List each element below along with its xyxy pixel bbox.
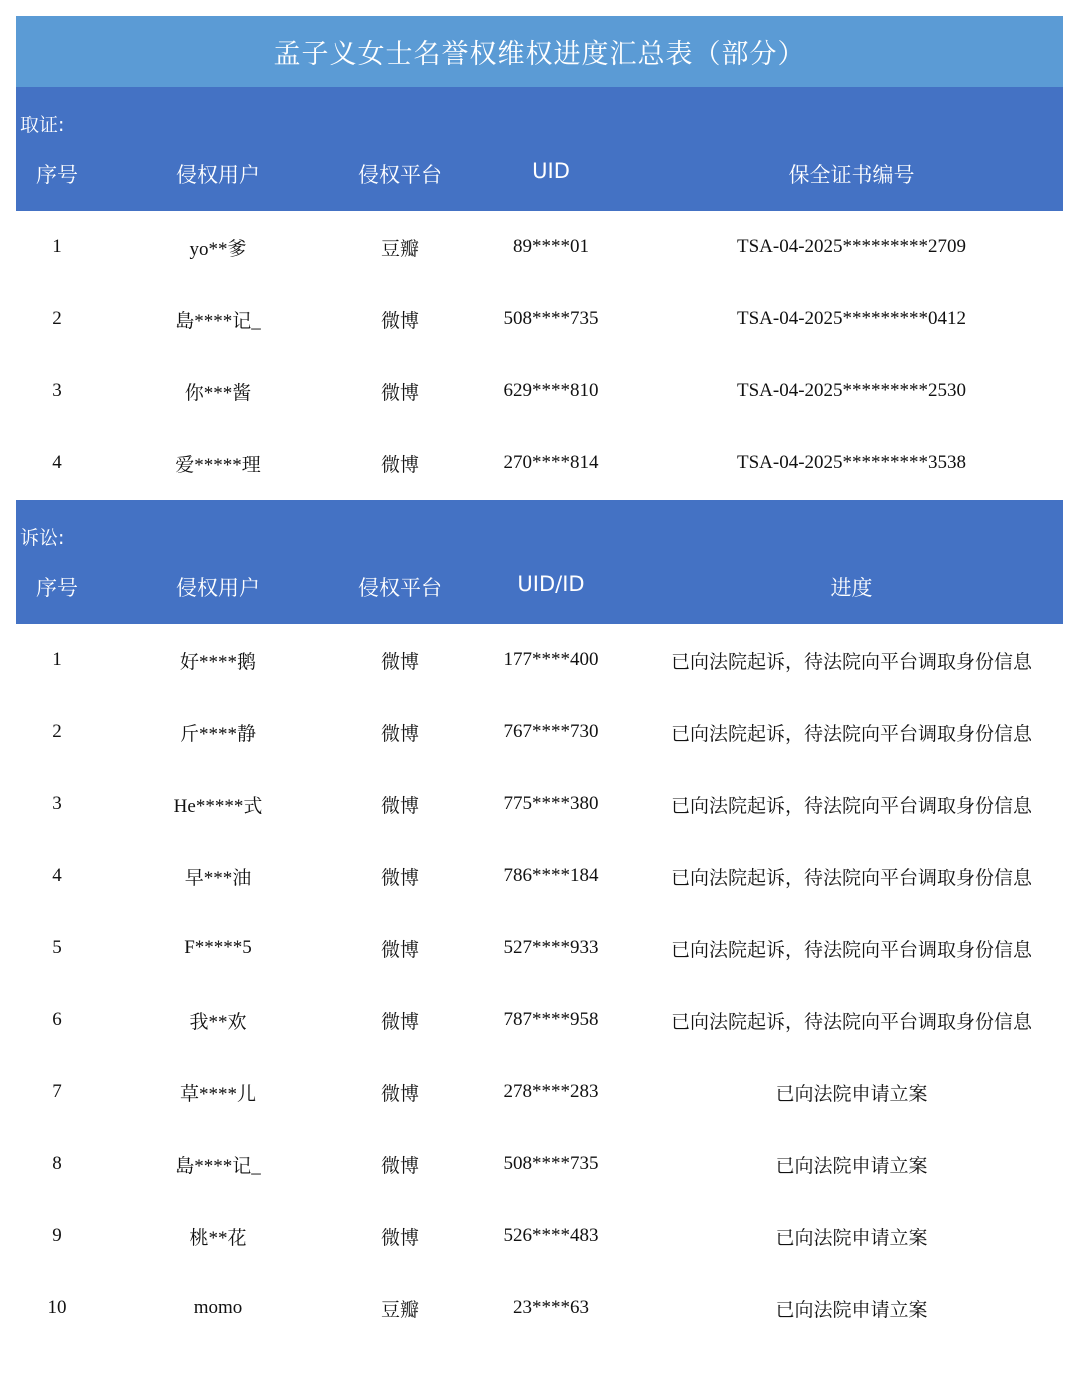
row-index: 1: [52, 649, 62, 670]
table-row: [16, 1056, 1063, 1128]
row-index: 4: [52, 865, 62, 886]
table-row: [16, 1200, 1063, 1272]
row-user: 你***酱: [184, 382, 252, 404]
column-header-user: 侵权用户: [176, 163, 260, 187]
row-platform: 微博: [380, 1154, 419, 1177]
row-platform: 豆瓣: [380, 1298, 419, 1321]
row-uid: 278****283: [503, 1081, 599, 1102]
row-uid: 89****01: [513, 236, 589, 257]
table-title: 孟子义女士名誉权维权进度汇总表（部分）: [16, 16, 1063, 87]
table-row: [16, 1128, 1063, 1200]
row-user: 爱*****理: [175, 454, 261, 476]
row-progress: 已向法院起诉，待法院向平台调取身份信息: [670, 938, 1032, 961]
row-index: 9: [52, 1225, 62, 1246]
table-row: [16, 912, 1063, 984]
row-index: 7: [52, 1081, 62, 1102]
litigation-column-headers: [16, 572, 1063, 624]
row-index: 6: [52, 1009, 62, 1030]
row-uid: 270****814: [503, 452, 599, 473]
row-uid: 526****483: [503, 1225, 599, 1246]
row-uid: 767****730: [503, 721, 599, 742]
row-progress: 已向法院申请立案: [775, 1226, 928, 1249]
row-certificate: TSA-04-2025*********2709: [736, 236, 967, 257]
row-user: F*****5: [184, 937, 252, 958]
row-uid: 787****958: [503, 1009, 599, 1030]
row-platform: 微博: [380, 381, 419, 404]
row-certificate: TSA-04-2025*********2530: [736, 380, 967, 401]
row-uid: 527****933: [503, 937, 599, 958]
column-header-uid: UID: [532, 159, 570, 183]
table-row: [16, 283, 1063, 355]
column-header-platform: 侵权平台: [358, 576, 442, 600]
row-platform: 豆瓣: [380, 237, 419, 260]
table-row: [16, 1272, 1063, 1344]
row-user: 我**欢: [189, 1011, 247, 1033]
row-platform: 微博: [380, 1082, 419, 1105]
row-progress: 已向法院起诉，待法院向平台调取身份信息: [670, 722, 1032, 745]
row-index: 2: [52, 721, 62, 742]
litigation-rows: [16, 624, 1063, 1344]
row-platform: 微博: [380, 309, 419, 332]
row-progress: 已向法院申请立案: [775, 1082, 928, 1105]
row-index: 4: [52, 452, 62, 473]
row-platform: 微博: [380, 722, 419, 745]
row-platform: 微博: [380, 794, 419, 817]
row-index: 2: [52, 308, 62, 329]
row-platform: 微博: [380, 866, 419, 889]
table-row: [16, 696, 1063, 768]
table-row: [16, 427, 1063, 499]
column-header-platform: 侵权平台: [358, 163, 442, 187]
row-index: 3: [52, 793, 62, 814]
row-user: yo**爹: [189, 238, 247, 260]
column-header-progress: 进度: [830, 576, 873, 600]
column-header-user: 侵权用户: [176, 576, 260, 600]
row-progress: 已向法院起诉，待法院向平台调取身份信息: [670, 650, 1032, 673]
column-header-index: 序号: [36, 576, 78, 600]
row-index: 8: [52, 1153, 62, 1174]
row-uid: 786****184: [503, 865, 599, 886]
row-user: 斤****静: [179, 723, 256, 745]
column-header-uid: UID/ID: [517, 572, 585, 596]
row-certificate: TSA-04-2025*********3538: [736, 452, 967, 473]
row-progress: 已向法院申请立案: [775, 1298, 928, 1321]
row-progress: 已向法院起诉，待法院向平台调取身份信息: [670, 1010, 1032, 1033]
row-uid: 629****810: [503, 380, 599, 401]
row-platform: 微博: [380, 650, 419, 673]
evidence-rows: [16, 211, 1063, 499]
table-row: [16, 355, 1063, 427]
row-platform: 微博: [380, 938, 419, 961]
row-platform: 微博: [380, 1010, 419, 1033]
row-user: He*****式: [173, 795, 263, 817]
summary-table: [16, 16, 1063, 1344]
litigation-section-header: [16, 500, 1063, 624]
row-progress: 已向法院起诉，待法院向平台调取身份信息: [670, 794, 1032, 817]
litigation-section-label: 诉讼:: [20, 526, 65, 549]
row-user: momo: [193, 1297, 243, 1318]
row-uid: 508****735: [503, 1153, 599, 1174]
row-progress: 已向法院申请立案: [775, 1154, 928, 1177]
row-user: 島****记_: [175, 1155, 261, 1177]
column-header-index: 序号: [36, 163, 78, 187]
row-index: 10: [47, 1297, 67, 1318]
row-index: 1: [52, 236, 62, 257]
evidence-section-header: [16, 87, 1063, 211]
table-row: [16, 840, 1063, 912]
table-row: [16, 984, 1063, 1056]
row-progress: 已向法院起诉，待法院向平台调取身份信息: [670, 866, 1032, 889]
row-platform: 微博: [380, 1226, 419, 1249]
row-user: 桃**花: [189, 1227, 247, 1249]
row-uid: 23****63: [513, 1297, 589, 1318]
row-user: 早***油: [184, 867, 252, 889]
row-user: 島****记_: [175, 310, 261, 332]
evidence-section-label: 取证:: [20, 113, 65, 136]
row-index: 5: [52, 937, 62, 958]
table-row: [16, 211, 1063, 283]
row-uid: 775****380: [503, 793, 599, 814]
row-certificate: TSA-04-2025*********0412: [736, 308, 967, 329]
table-row: [16, 624, 1063, 696]
table-row: [16, 768, 1063, 840]
row-platform: 微博: [380, 453, 419, 476]
column-header-certificate: 保全证书编号: [788, 163, 915, 187]
row-index: 3: [52, 380, 62, 401]
row-uid: 177****400: [503, 649, 599, 670]
row-user: 草****儿: [179, 1083, 256, 1105]
evidence-column-headers: [16, 159, 1063, 211]
row-uid: 508****735: [503, 308, 599, 329]
row-user: 好****鹅: [179, 651, 256, 673]
